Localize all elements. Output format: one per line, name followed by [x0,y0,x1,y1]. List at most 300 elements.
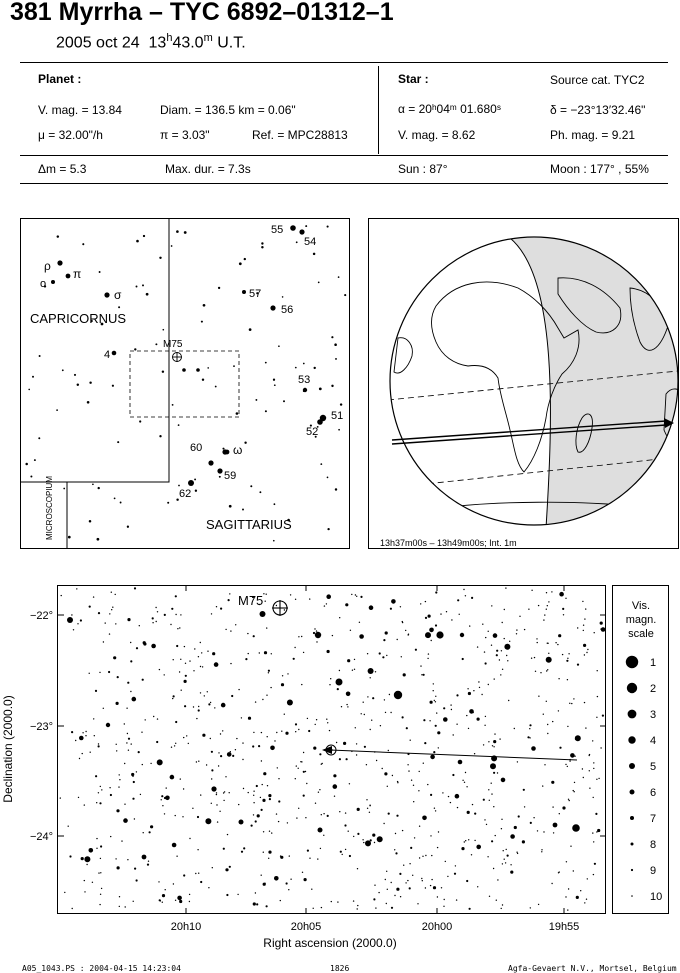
chart-star [395,833,396,834]
map-star [98,487,100,489]
chart-star [207,691,208,692]
chart-star [127,733,128,734]
chart-star [243,847,245,849]
chart-star [421,674,422,675]
chart-star [157,718,158,719]
chart-star [330,678,331,679]
map-star [25,463,28,466]
chart-star [401,656,402,657]
chart-star [324,605,325,606]
chart-star [124,804,125,805]
chart-star [457,599,459,601]
map-star [320,463,322,465]
chart-star [586,899,587,900]
planet-reference: Ref. = MPC28813 [252,128,348,142]
chart-star [348,831,349,832]
chart-star [364,714,365,715]
map-star [274,384,276,386]
chart-star [555,642,556,643]
chart-star [152,617,154,619]
chart-star [531,658,532,659]
chart-star [355,727,356,728]
chart-star [370,677,371,678]
chart-star [485,662,487,664]
chart-star [113,656,116,659]
chart-star [345,812,346,813]
chart-star [201,652,202,653]
chart-star [164,797,166,799]
chart-bright-star [572,824,580,832]
chart-star [360,596,362,598]
chart-star [111,609,112,610]
chart-star [248,653,249,654]
chart-star [280,900,281,901]
chart-star [313,908,314,909]
chart-star [290,594,291,595]
label-sigma: σ [114,288,122,302]
chart-star [274,876,279,881]
chart-star [427,784,428,785]
chart-star [133,901,134,902]
chart-star [357,808,360,811]
chart-star [315,724,316,725]
chart-star [267,785,268,786]
chart-star [558,678,559,679]
chart-star [379,652,381,654]
chart-star [466,715,467,716]
chart-star [302,872,303,873]
chart-star [127,682,129,684]
chart-star [210,702,211,703]
planet-motion: μ = 32.00"/h [38,128,103,142]
chart-star [345,849,346,850]
chart-star [313,747,316,750]
chart-star [200,794,201,795]
chart-star [541,851,542,852]
map-star [222,448,224,450]
chart-star [238,804,239,805]
chart-star [159,669,160,670]
chart-star [362,839,363,840]
chart-star [486,824,487,825]
chart-star [367,696,368,697]
chart-star [295,723,297,725]
chart-star [516,629,517,630]
chart-star [132,697,137,702]
chart-star [136,647,138,649]
map-star [167,502,169,504]
chart-star [452,774,454,776]
map-star [203,304,206,307]
chart-star [543,619,544,620]
chart-star [419,857,420,858]
chart-star [558,634,561,637]
chart-star [261,809,263,811]
chart-star [100,786,101,787]
header-rule-vertical [378,66,379,154]
chart-star [94,735,95,736]
map-star [219,476,221,478]
chart-star [530,822,532,824]
chart-star [481,694,482,695]
chart-star [156,741,158,743]
chart-star [412,875,413,876]
chart-star [552,721,553,722]
chart-star [194,648,195,649]
chart-star [271,832,272,833]
chart-star [427,658,428,659]
chart-star [493,868,494,869]
chart-star [597,696,598,697]
chart-star [407,880,408,881]
chart-star [268,851,271,854]
chart-star [417,903,418,904]
map-star [305,225,307,227]
map-star [261,242,263,244]
chart-star [465,772,466,773]
chart-star [497,879,498,880]
map-star [261,246,263,248]
chart-star [124,723,125,724]
chart-star [384,699,385,700]
chart-star [542,785,543,786]
xtick-20h10: 20h10 [170,921,202,933]
chart-star [465,595,466,596]
chart-star [71,614,72,615]
chart-star [165,889,166,890]
chart-star [126,742,127,743]
chart-star [157,611,158,612]
chart-star [546,701,547,702]
chart-star [397,782,398,783]
map-star [215,386,217,388]
chart-star [256,903,258,905]
chart-star [164,674,165,675]
chart-star [180,778,181,779]
chart-star [396,815,398,817]
chart-star [164,614,166,616]
chart-star [402,622,403,623]
map-star [99,271,101,273]
chart-star [186,735,187,736]
star-declination: δ = −23°13′32.46" [550,103,646,117]
chart-star [491,783,492,784]
chart-star [93,718,94,719]
chart-star [98,745,100,747]
chart-star [493,806,494,807]
map-star [38,437,40,439]
chart-star [593,874,594,875]
max-duration: Max. dur. = 7.3s [165,162,251,176]
sun-elongation: Sun : 87° [398,162,448,176]
scale-dot-1 [626,656,638,668]
chart-star [257,814,260,817]
chart-star [367,808,368,809]
chart-star [497,772,498,773]
chart-star [487,856,488,857]
chart-star [337,688,339,690]
chart-star [543,714,544,715]
chart-star [336,742,337,743]
chart-star [180,659,181,660]
chart-star [369,805,370,806]
chart-star [180,614,181,615]
map-bright-star [51,280,55,284]
chart-star [469,625,470,626]
globe-time-caption: 13h37m00s – 13h49m00s; Int. 1m [380,538,517,548]
map-star [118,306,120,308]
chart-star [593,768,594,769]
scale-dot-6 [630,790,635,795]
chart-star [134,818,135,819]
chart-star [230,663,231,664]
scale-label-9: 9 [650,865,657,877]
chart-star [570,846,571,847]
chart-star [441,887,442,888]
chart-star [347,659,350,662]
chart-star [585,608,586,609]
chart-star [546,657,552,663]
label-pi: π [73,267,82,281]
chart-star [402,716,404,718]
chart-star [430,835,431,836]
chart-star [80,619,82,621]
chart-star [298,768,299,769]
chart-star [492,745,493,746]
chart-star [95,775,97,777]
map-star [239,262,242,265]
chart-star [386,655,387,656]
chart-star [431,640,432,641]
chart-star [390,712,391,713]
map-star [274,503,276,505]
chart-star [403,673,406,676]
map-star [338,276,340,278]
map-star [146,293,149,296]
chart-star [90,752,91,753]
y-axis-label: Declination (2000.0) [1,695,15,803]
chart-star [433,683,434,684]
chart-star [128,750,129,751]
chart-star [484,819,485,820]
chart-star [269,831,270,832]
chart-star [161,799,162,800]
chart-star [132,798,134,800]
map-star [143,235,145,237]
chart-star [287,700,293,706]
chart-star [311,889,312,890]
chart-star [326,603,327,604]
chart-star [369,812,370,813]
chart-star [189,894,190,895]
chart-star [463,589,464,590]
map-star [162,370,164,372]
chart-star [386,903,387,904]
chart-star [316,641,317,642]
chart-star [548,601,549,602]
chart-star [236,738,237,739]
chart-star [493,746,494,747]
chart-star [172,843,177,848]
chart-star [435,624,437,626]
chart-star [428,653,429,654]
chart-star [565,764,566,765]
chart-star [177,628,178,629]
chart-star [287,673,288,674]
chart-star [200,692,201,693]
event-time-minutes: 43.0 [172,34,204,52]
chart-star [202,666,203,667]
chart-star [295,599,296,600]
chart-star [351,594,352,595]
chart-star [216,792,217,793]
chart-star [374,842,375,843]
chart-star [569,800,570,801]
chart-star [567,766,568,767]
chart-star [227,834,228,835]
chart-star [366,799,367,800]
chart-star [268,670,270,672]
chart-star [115,623,116,624]
chart-star [255,701,256,702]
map-star [57,235,59,237]
map-star [89,381,91,383]
chart-star [489,896,490,897]
chart-star [570,753,575,758]
chart-star [205,818,211,824]
chart-star [592,740,593,741]
chart-star [363,842,364,843]
chart-star [316,630,317,631]
chart-star [577,664,579,666]
chart-star [496,654,498,656]
chart-star [450,704,451,705]
chart-star [367,653,368,654]
chart-star [596,717,597,718]
chart-star [565,896,566,897]
chart-star [183,788,184,789]
chart-star [219,811,220,812]
map-star [74,374,76,376]
chart-star [514,728,515,729]
chart-star [148,861,149,862]
footer-publisher: Agfa-Gevaert N.V., Mortsel, Belgium [508,964,677,973]
chart-star [494,733,495,734]
chart-star [584,702,585,703]
scale-dot-9 [631,869,633,871]
chart-star [353,836,354,837]
chart-star [305,817,306,818]
chart-star [314,628,315,629]
chart-star [437,847,438,848]
chart-star [260,611,266,617]
scale-label-3: 3 [650,709,657,721]
chart-star [485,637,486,638]
chart-star [118,786,119,787]
chart-star [316,719,317,720]
chart-star [466,880,468,882]
chart-star [488,684,489,685]
chart-star [349,783,350,784]
chart-star [130,642,131,643]
chart-star [530,907,531,908]
chart-star [568,888,569,889]
chart-star [569,760,570,761]
chart-star [508,700,509,701]
chart-star [267,736,268,737]
map-star [313,253,316,256]
chart-star [115,858,116,859]
planet-diameter: Diam. = 136.5 km = 0.06" [160,103,296,117]
chart-star [489,800,490,801]
chart-star [136,771,137,772]
chart-star [134,868,136,870]
map-bright-star [217,468,222,473]
chart-star [425,887,426,888]
chart-star [471,597,473,599]
chart-bright-star [142,855,147,860]
chart-star [321,814,322,815]
chart-star [278,778,279,779]
chart-star [124,763,125,764]
chart-star [173,883,174,884]
chart-star [211,613,212,614]
chart-star [221,703,226,708]
chart-star [253,814,254,815]
chart-star [111,592,112,593]
footer-page-number: 1826 [330,964,350,973]
chart-star [225,776,226,777]
chart-star [547,724,548,725]
chart-star [214,707,215,708]
chart-star [364,746,366,748]
scale-dot-3 [628,710,637,719]
chart-star [89,606,91,608]
map-star [195,490,197,492]
scale-title-line2: magn. [625,614,657,626]
chart-star [538,696,539,697]
chart-star [125,906,126,907]
chart-star [437,731,440,734]
chart-star [229,593,230,594]
chart-bright-star [394,691,402,699]
chart-star [385,712,386,713]
chart-star [583,777,584,778]
chart-star [390,608,392,610]
chart-star [265,601,266,602]
chart-star [477,646,478,647]
label-microscopium: MICROSCOPIUM [45,476,54,540]
chart-star [523,789,525,791]
map-star [159,257,161,259]
chart-star [230,751,231,752]
chart-star [387,786,388,787]
chart-star [586,652,587,653]
chart-star [79,758,80,759]
scale-label-4: 4 [650,735,657,747]
map-star [278,345,280,347]
chart-star [175,614,176,615]
map-bright-star [208,460,213,465]
chart-star [395,852,397,854]
map-star [30,475,32,477]
chart-star [237,894,238,895]
scale-label-5: 5 [650,761,657,773]
chart-star [300,761,301,762]
chart-star [183,737,184,738]
planet-heading: Planet : [38,72,82,86]
chart-star [406,727,407,728]
